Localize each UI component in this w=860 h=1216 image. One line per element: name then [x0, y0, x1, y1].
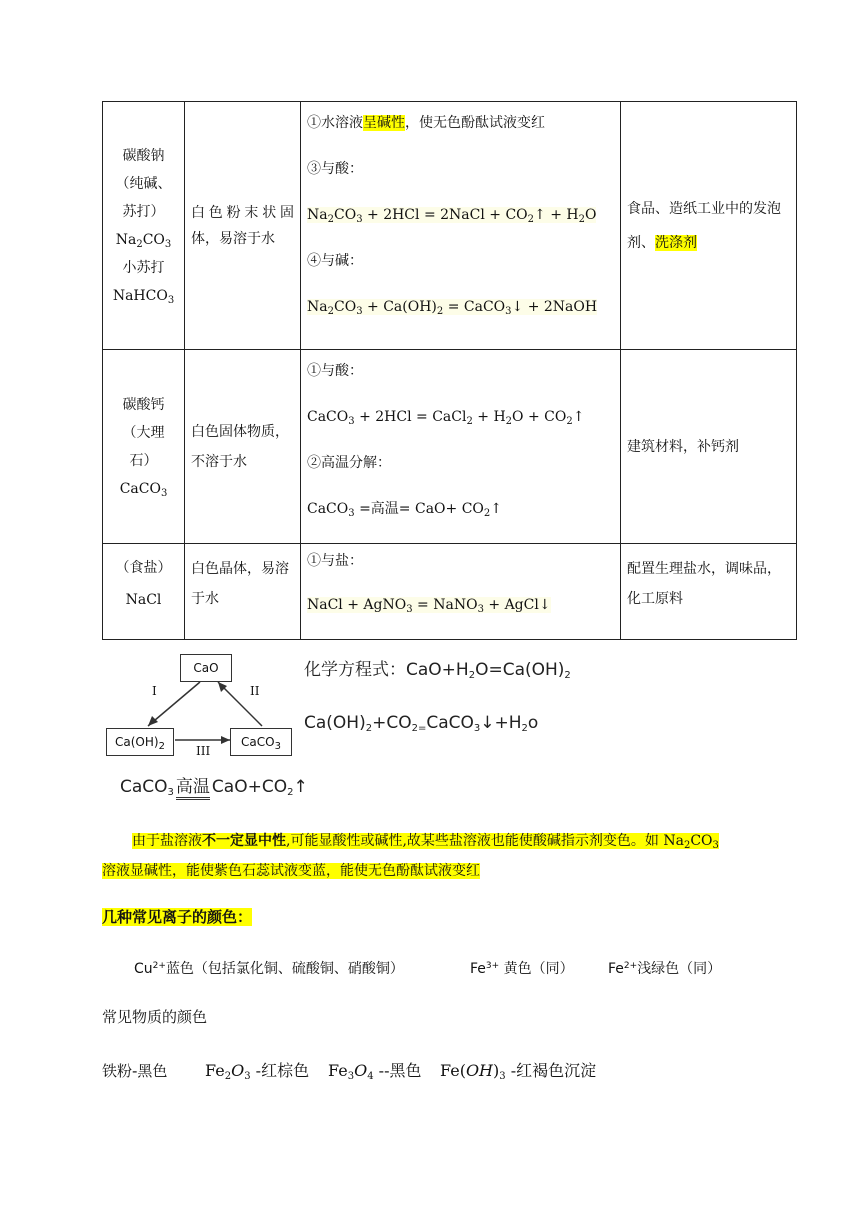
node-caoh2: $Ca(OH)_2$: [106, 728, 174, 756]
equation-caoh2-co2: $Ca(OH)_2+CO_{2=}CaCO_3↓+H_2o$: [304, 713, 539, 734]
ion-fe3: $Fe^{3+}$ 黄色（同）: [470, 961, 574, 977]
equation: NaCl + AgNO$_3$ = NaNO$_3$ + AgCl↓: [307, 597, 551, 615]
use-cell: 配置生理盐水，调味品，化工原料: [621, 544, 797, 640]
substance-name-cell: [103, 102, 185, 350]
acid-label: ①与酸：: [307, 363, 363, 379]
equation: $Na_2CO_3 + 2HCl$ = 2NaCl + $CO_2↑ + H_2O$: [307, 207, 597, 225]
ion-heading: 几种常见离子的颜色：: [102, 908, 253, 926]
chem-property-cell: [301, 544, 621, 640]
edge-label-i: I: [152, 684, 157, 698]
edge-label-ii: II: [250, 684, 260, 698]
acid-label: ③与酸：: [307, 161, 363, 177]
ion-fe2: $Fe^{2+}$浅绿色（同）: [608, 961, 722, 977]
table-row: [103, 350, 797, 544]
node-caco3: CaCO$_3$: [230, 728, 292, 756]
formula-na2co3: $Na_2CO_3$: [115, 231, 172, 250]
decomp-label: ②高温分解：: [307, 455, 391, 471]
property-cell: 白色固体物质，不溶于水: [185, 350, 301, 544]
node-cao: CaO: [180, 654, 232, 682]
name-line: （食盐）: [115, 560, 172, 576]
common-colors-heading: 常见物质的颜色: [102, 1008, 208, 1026]
chem-line: ①水溶液呈碱性，使无色酚酞试液变红: [307, 115, 545, 131]
color-fe3o4: $Fe_3O_4$ --黑色: [328, 1061, 422, 1082]
table-row: [103, 102, 797, 350]
salt-solution-note: 由于盐溶液不一定显中性,可能显酸性或碱性,故某些盐溶液也能使酸碱指示剂变色。如 $Na_2CO_3$ 溶液显碱性，能使紫色石蕊试液变蓝，能使无色酚酞试液变红: [102, 833, 719, 879]
chem-property-cell: [301, 102, 621, 350]
name-line: NaCl: [125, 592, 162, 608]
name-line: （纯碱、: [115, 175, 172, 192]
substance-name-cell: [103, 350, 185, 544]
name-line: （大理: [122, 424, 165, 441]
ion-cu: $Cu^{2+}$蓝色（包括氯化铜、硫酸铜、硝酸铜）: [134, 961, 404, 977]
property-cell: 白色晶体，易溶于水: [185, 544, 301, 640]
table-row: [103, 544, 797, 640]
equation: CaCO$_3$ =高温= $CaO+ CO_2↑$: [307, 501, 503, 519]
formula-nahco3: NaHCO$_3$: [112, 287, 175, 306]
color-feoh3: $Fe(OH)_3$ -红褐色沉淀: [440, 1061, 597, 1082]
use-cell: 建筑材料，补钙剂: [621, 350, 797, 544]
edge-label-iii: III: [196, 744, 211, 758]
formula-caco3: 石）CaCO$_3$: [119, 452, 168, 499]
equation-cao-water: 化学方程式：$CaO+H_2O=Ca(OH)_2$: [304, 660, 571, 681]
name-line: 碳酸钙: [122, 396, 165, 413]
substance-name-cell: [103, 544, 185, 640]
equation-caco3-decomp: CaCO$_3$ 高温 $CaO+CO_2↑$: [120, 777, 308, 798]
name-line: 小苏打: [122, 259, 165, 276]
color-fe2o3: $Fe_2O_3$ -红棕色: [205, 1061, 310, 1082]
salt-label: ①与盐：: [307, 553, 363, 569]
chem-property-cell: [301, 350, 621, 544]
use-cell: 食品、造纸工业中的发泡剂、洗涤剂: [621, 102, 797, 350]
property-cell: 白色粉末状固体，易溶于水: [185, 102, 301, 350]
name-line: 苏打）: [122, 203, 165, 220]
base-label: ④与碱：: [307, 253, 363, 269]
name-line: 碳酸钠: [122, 147, 165, 164]
substance-table: [102, 101, 797, 640]
color-iron-powder: 铁粉-黑色: [102, 1062, 168, 1080]
equation: CaCO$_3$ + 2HCl = CaCl$_2$ + $H_2O$ + $CO_2↑$: [307, 409, 585, 427]
equation: $Na_2CO_3 + Ca(OH)_2$ = CaCO$_3$↓ + 2NaOH: [307, 299, 598, 317]
